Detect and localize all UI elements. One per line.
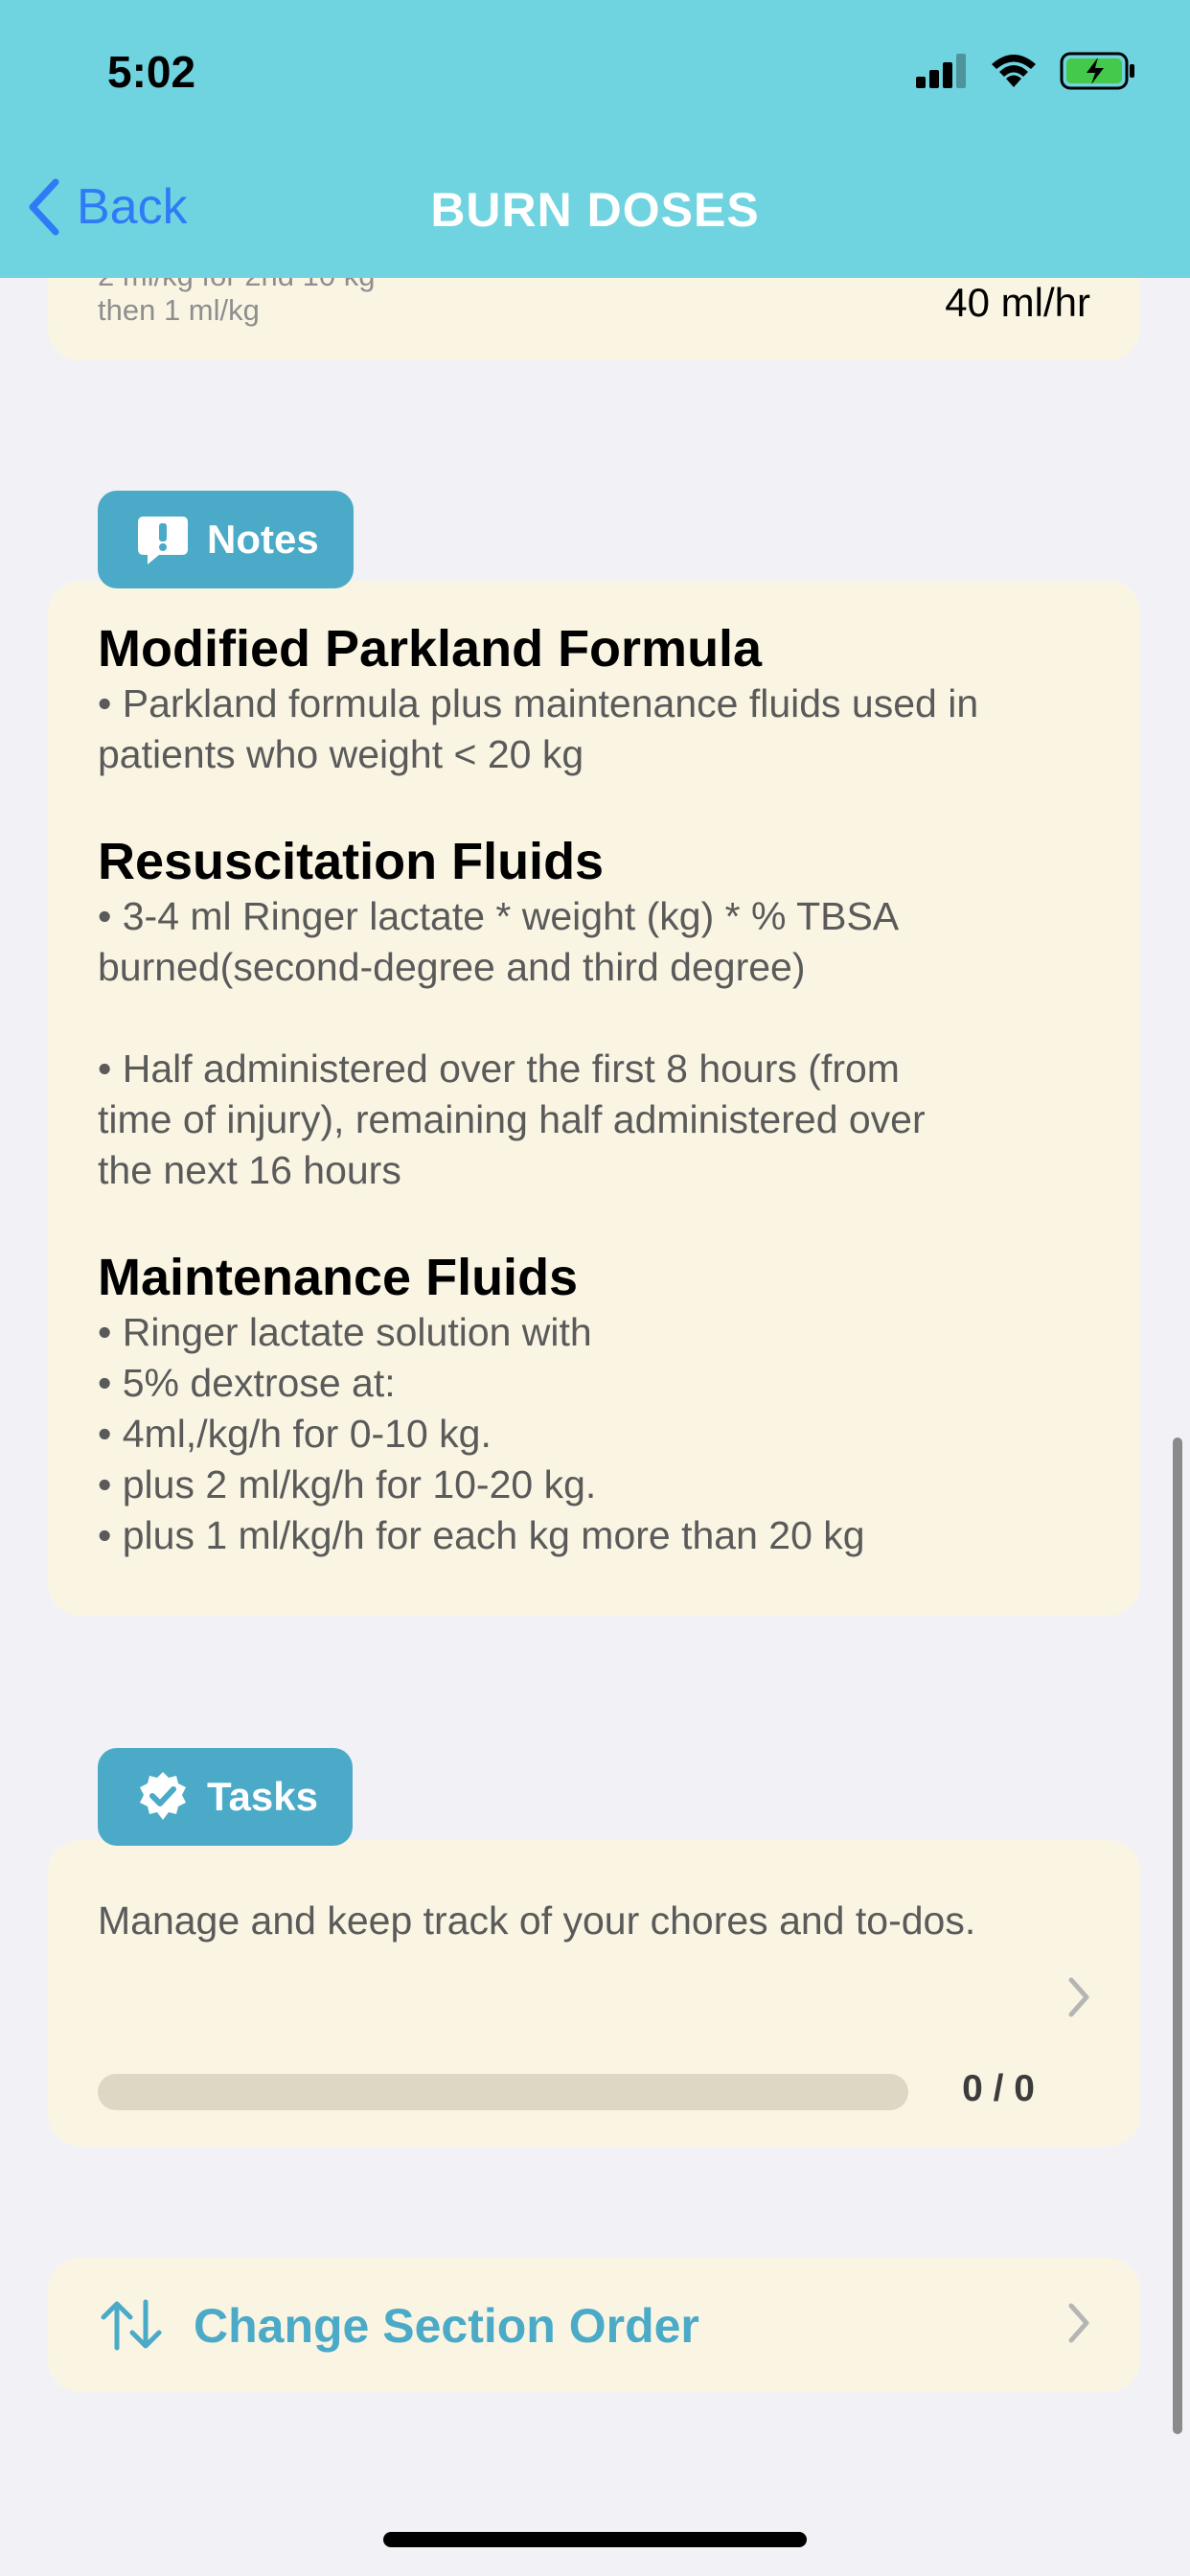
verified-check-icon (136, 1770, 190, 1824)
dose-rule-line-2: then 1 ml/kg (98, 293, 260, 327)
exclamation-bubble-icon (136, 513, 190, 566)
scrollbar[interactable] (1173, 1438, 1182, 2434)
note-title: Modified Parkland Formula (98, 620, 763, 678)
tasks-section-tag (98, 1748, 353, 1846)
chevron-right-icon (1065, 1976, 1092, 2018)
change-section-order-button[interactable] (48, 2258, 1140, 2392)
note-resuscitation-fluids (98, 832, 1113, 1196)
notes-section-tag (98, 491, 354, 588)
status-time: 5:02 (107, 47, 196, 97)
tasks-card[interactable] (48, 1840, 1140, 2147)
tasks-progress-count: 0 / 0 (962, 2068, 1035, 2109)
notes-tag-label: Notes (207, 517, 319, 562)
note-title: Maintenance Fluids (98, 1249, 579, 1306)
page-title: BURN DOSES (430, 183, 760, 237)
wifi-icon (989, 53, 1039, 89)
note-body: • Ringer lactate solution with • 5% dextrose at: • 4ml,/kg/h for 0-10 kg. • plus 2 ml/kg/h for 10-20 kg. • plus 1 ml/kg/h for each kg more than 20 kg (98, 1310, 865, 1557)
notes-card (48, 581, 1140, 1616)
note-body: • Parkland formula plus maintenance fluids used in patients who weight < 20 kg (98, 681, 979, 776)
home-indicator[interactable] (383, 2532, 807, 2547)
note-maintenance-fluids (98, 1248, 1113, 1561)
sort-arrows-icon (98, 2296, 165, 2354)
note-body: • 3-4 ml Ringer lactate * weight (kg) * % TBSA burned(second-degree and third degree) • Half administered over the first 8 hours (from time of injury), remaining half administered over the next 16 hours (98, 894, 926, 1192)
battery-charging-icon (1060, 52, 1136, 90)
change-section-order-label: Change Section Order (194, 2299, 699, 2353)
note-title: Resuscitation Fluids (98, 833, 605, 890)
status-icons (916, 52, 1136, 90)
tasks-description: Manage and keep track of your chores and to-dos. (98, 1898, 976, 1943)
back-label: Back (77, 179, 188, 235)
chevron-right-icon (1065, 2302, 1092, 2344)
note-modified-parkland (98, 619, 1113, 780)
navigation-header (0, 0, 1190, 278)
dose-rate-value: 40 ml/hr (945, 280, 1090, 325)
tasks-progress-bar (98, 2074, 908, 2110)
signal-icon (916, 54, 968, 88)
tasks-tag-label: Tasks (207, 1774, 318, 1819)
